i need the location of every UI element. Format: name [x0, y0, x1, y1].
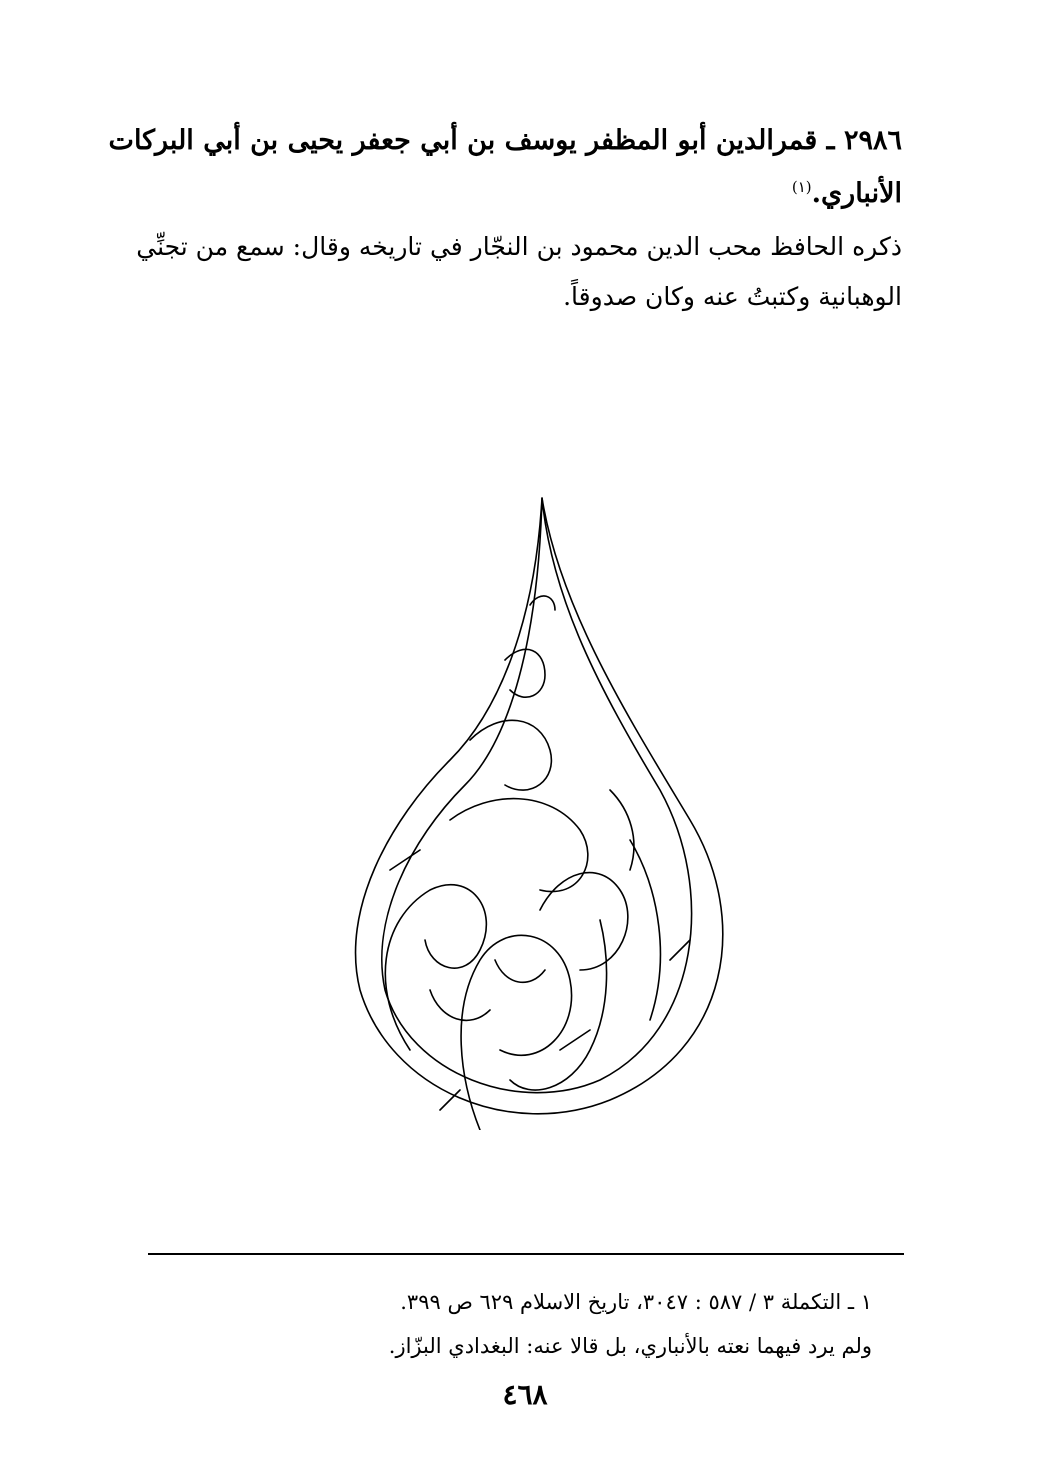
entry-heading-line-2: [142, 164, 902, 217]
entry-heading: [108, 118, 902, 217]
footnote-divider: [148, 1253, 904, 1255]
footnotes: [389, 1280, 872, 1368]
entry-heading-line-1: ٢٩٨٦ ـ قمرالدين أبو المظفر يوسف بن أبي جعفر يحيى بن أبي البركات: [108, 125, 902, 156]
footnote-1: ١ ـ التكملة ٣ / ٥٨٧ : ٣٠٤٧، تاريخ الاسلام ٦٢٩ ص ٣٩٩.: [400, 1290, 872, 1314]
entry-heading-nisba: الأنباري.: [811, 178, 902, 209]
entry-body-line-1: ذكره الحافظ محب الدين محمود بن النجّار في تاريخه وقال: سمع من تجنِّي: [136, 232, 902, 261]
entry-body: [136, 222, 902, 322]
page-number: ٤٦٨: [502, 1378, 548, 1411]
footnote-1-continuation: ولم يرد فيهما نعته بالأنباري، بل قالا عنه: البغدادي البزّاز.: [388, 1334, 872, 1358]
footnote-marker: (١): [791, 178, 812, 196]
entry-body-line-2: الوهبانية وكتبتُ عنه وكان صدوقاً.: [563, 282, 902, 311]
calligraphy-teardrop-icon: [330, 490, 750, 1130]
